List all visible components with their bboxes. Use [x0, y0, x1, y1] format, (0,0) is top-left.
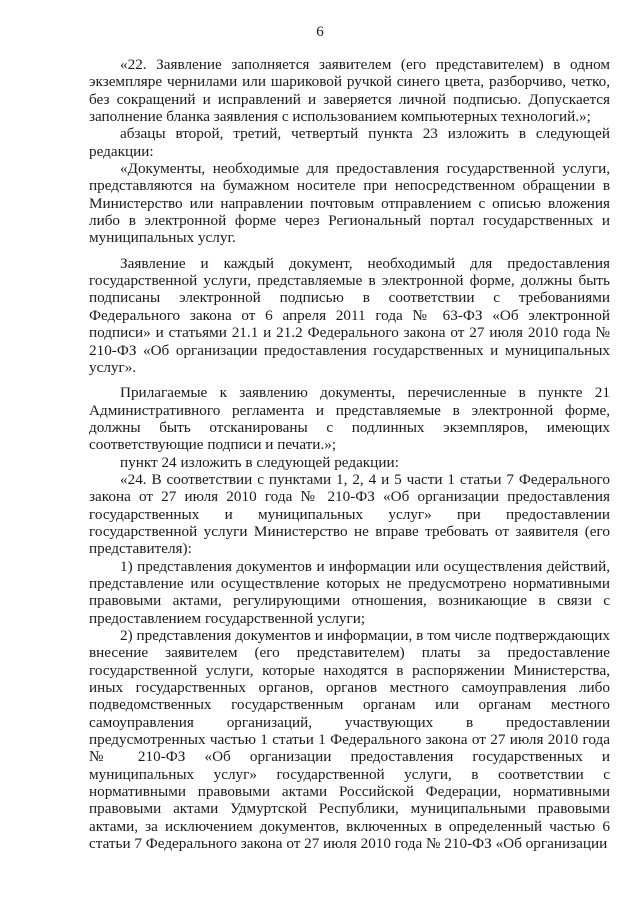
- page-number: 6: [316, 24, 324, 40]
- list-item-2: 2) представления документов и информации, в том числе подтверждающих внесение заявителем (его представителем) платы за предоставление государственной услуги, которые находятся в распоряжении Министерства, иных государственных органов, органов местного самоуправления либо подведомственных государственным органам или органам местного самоуправления организаций, участвующих в предоставлении предусмотренных частью 1 статьи 1 Федерального закона от 27 июля 2010 года № 210-ФЗ «Об организации предоставления государственных и муниципальных услуг» государственной услуги, в соответствии с нормативными правовыми актами Российской Федерации, нормативными правовыми актами Удмуртской Республики, муниципальными правовыми актами, за исключением документов, включенных в определенный частью 6 статьи 7 Федерального закона от 27 июля 2010 года № 210-ФЗ «Об организации: [89, 627, 610, 853]
- paragraph-clause-24: «24. В соответствии с пунктами 1, 2, 4 и 5 части 1 статьи 7 Федерального закона от 27 июля 2010 года № 210-ФЗ «Об организации предоставления государственных и муниципальных услуг» при предоставлении государственной услуги Министерство не вправе требовать от заявителя (его представителя):: [89, 470, 610, 558]
- paragraph-documents-submission: «Документы, необходимые для предоставления государственной услуги, представляются на бумажном носителе при непосредственном обращении в Министерство или направлении почтовым отправлением с описью вложения либо в электронной форме через Региональный портал государственных и муниципальных услуг.: [89, 160, 610, 247]
- document-body: [89, 56, 610, 852]
- paragraph-amend-clause-23: абзацы второй, третий, четвертый пункта 23 изложить в следующей редакции:: [89, 125, 610, 160]
- paragraph-amend-clause-24: пункт 24 изложить в следующей редакции:: [120, 453, 399, 471]
- paragraph-electronic-signature: Заявление и каждый документ, необходимый для предоставления государственной услуги, представляемые в электронной форме, должны быть подписаны электронной подписью в соответствии с требованиями Федерального закона от 6 апреля 2011 года № 63-ФЗ «Об электронной подписи» и статьями 21.1 и 21.2 Федерального закона от 27 июля 2010 года № 210-ФЗ «Об организации предоставления государственных и муниципальных услуг».: [89, 254, 610, 376]
- paragraph-clause-22: «22. Заявление заполняется заявителем (его представителем) в одном экземпляре чернилами или шариковой ручкой синего цвета, разборчиво, четко, без сокращений и исправлений и заверяется личной подписью. Допускается заполнение бланка заявления с использованием компьютерных технологий.»;: [89, 56, 610, 126]
- paragraph-scanned-documents: Прилагаемые к заявлению документы, перечисленные в пункте 21 Административного регламента и представляемые в электронной форме, должны быть отсканированы с подлинных экземпляров, имеющих соответствующие подписи и печати.»;: [89, 384, 610, 454]
- list-item-1: 1) представления документов и информации или осуществления действий, представление или осуществление которых не предусмотрено нормативными правовыми актами, регулирующими отношения, возникающие в связи с предоставлением государственной услуги;: [89, 557, 610, 627]
